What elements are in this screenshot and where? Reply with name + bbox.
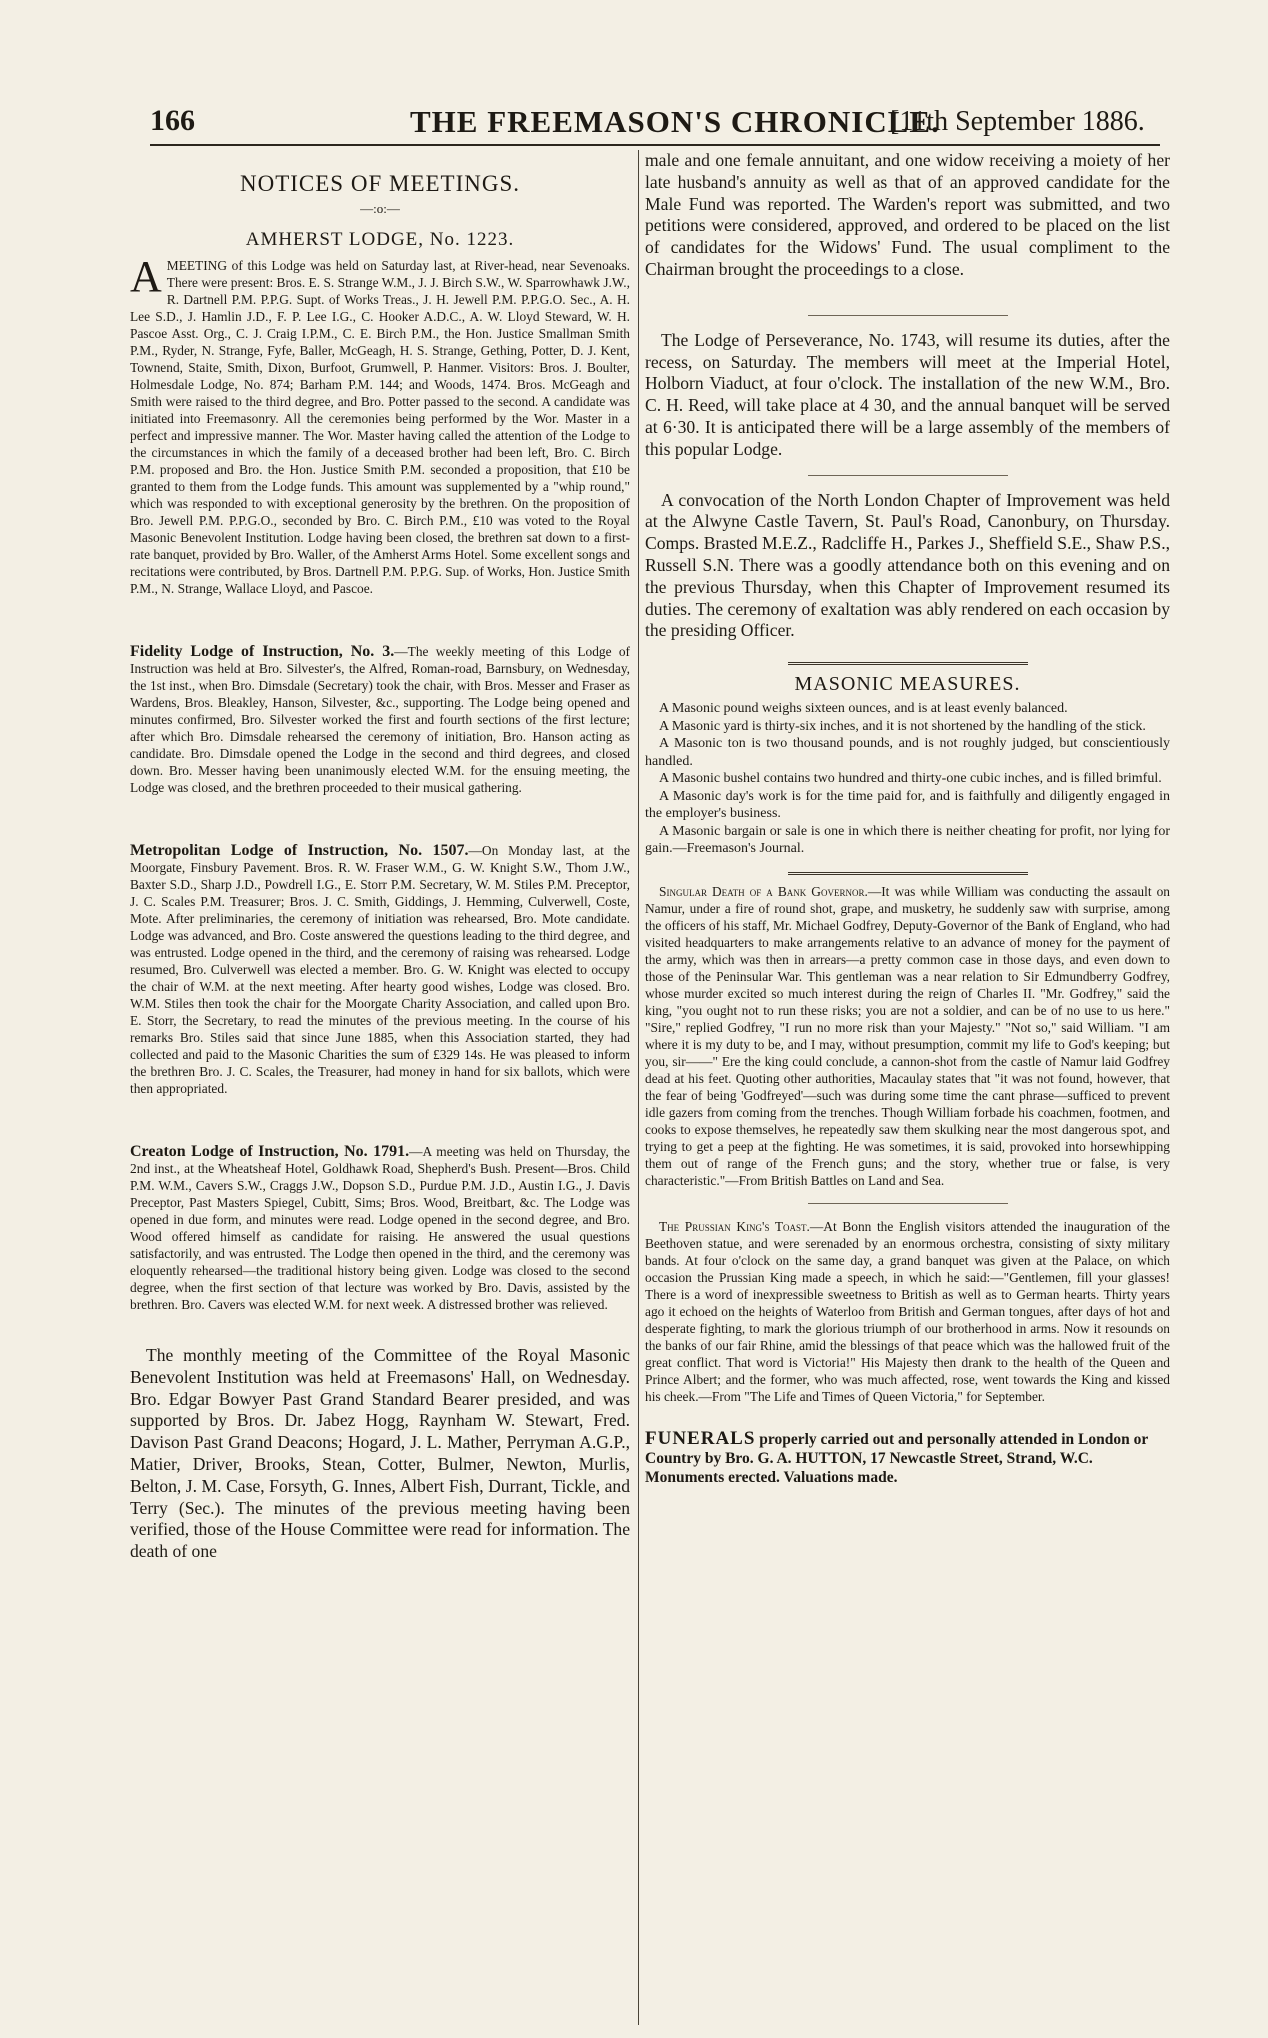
perseverance-lodge-notice: The Lodge of Perseverance, No. 1743, will resume its duties, after the recess, on Saturday. The members will meet at the Imperial Hotel, Holborn Viaduct, at four o'clock. The installation of the new W.M., Bro. C. H. Reed, will take place at 4 30, and the annual banquet will be served at 6·30. It is anticipated there will be a large assembly of the members of this popular Lodge. [645, 329, 1170, 459]
creaton-lodge-report [130, 1143, 630, 1313]
measure-item: A Masonic yard is thirty-six inches, and it is not shortened by the handling of the stick. [659, 718, 1146, 734]
notices-ornament: —:o:— [360, 201, 400, 216]
prussian-king-text: —At Bonn the English visitors attended the inauguration of the Beethoven statue, and were serenaded by an enormous orchestra, consisting of sixty military bands. At four o'clock on the same day, a grand banquet was given at the Palace, on which occasion the Prussian King made a speech, in which he said:—"Gentlemen, fill your glasses! There is a word of inexpressible sweetness to British as well as to German hearts. Thirty years ago it echoed on the heights of Waterloo from British and German tongues, after days of hot and desperate fighting, to mark the glorious triumph of our brotherhood in arms. Now it resounds on the banks of our fair Rhine, amid the blessings of that peace which was the hallowed fruit of the great conflict. That word is Victoria!" His Majesty then drank to the health of the Queen and Prince Albert; and the former, who was much affected, rose, went towards the King and kissed his cheek.—From "The Life and Times of Queen Victoria," for September. [645, 1218, 1170, 1404]
singular-death-heading: Singular Death of a Bank Governor. [659, 883, 868, 899]
page-header [150, 104, 1170, 144]
notices-title: NOTICES OF MEETINGS. [239, 171, 521, 196]
drop-cap: A [130, 252, 162, 301]
funerals-lead: FUNERALS [645, 1427, 756, 1449]
fidelity-lodge-report [130, 643, 630, 796]
measure-item: A Masonic bushel contains two hundred and thirty-one cubic inches, and is filled brimful. [659, 771, 1162, 787]
singular-death-article [645, 883, 1170, 1189]
double-rule [788, 662, 1028, 665]
amherst-lodge-text: MEETING of this Lodge was held on Saturday last, at River-head, near Sevenoaks. There were present: Bros. E. S. Strange W.M., J. J. Birch S.W., W. Sparrowhawk J.W., R. Dartnell P.M. P.P.G. Supt. of Works Treas., J. H. Jewell P.M. P.P.G.O. Sec., A. H. Lee S.D., J. Hamlin J.D., F. P. Lee I.G., C. Hooker A.D.C., A. W. Lloyd Steward, W. H. Pascoe Asst. Org., C. J. Craig I.P.M., C. E. Birch P.M., the Hon. Justice Smallman Smith P.M., Ryder, N. Strange, Fyfe, Baller, McGeagh, H. S. Strange, Gething, Potter, D. J. Kent, Townend, Staite, Smith, Dixon, Burfoot, Grumwell, P. Hanmer. Visitors: Bros. J. Boulter, Holmesdale Lodge, No. 874; Barham P.M. 144; and Woods, 1474. Bros. McGeagh and Smith were raised to the third degree, and Bro. Potter passed to the second. A candidate was initiated into Freemasonry. All the ceremonies being performed by the Wor. Master in a perfect and impressive manner. The Wor. Master having called the attention of the Lodge to the circumstances in which the family of a deceased brother had been left, Bro. C. Birch P.M. proposed and Bro. the Hon. Justice Smith P.M. seconded a proposition, that £10 be granted to them from the Lodge funds. This amount was supplemented by a "whip round," which was responded to with exceptional generosity by the brethren. On the proposition of Bro. Jewell P.M. P.P.G.O., seconded by Bro. C. Birch P.M., £10 was voted to the Royal Masonic Benevolent Institution. Lodge having been closed, the brethren sat down to a first-rate banquet, provided by Bro. Waller, of the Amherst Arms Hotel. Some excellent songs and recitations were contributed, by Bros. Dartnell P.M. P.P.G. Sup. of Works, Hon. Justice Smith P.M., N. Strange, Wallace Lloyd, and Pascoe. [130, 258, 630, 596]
divider-rule [808, 1203, 1008, 1204]
left-column [130, 165, 630, 2025]
divider-rule [808, 475, 1008, 476]
fidelity-lodge-text: —The weekly meeting of this Lodge of Instruction was held at Bro. Silvester's, the Alfred, Roman-road, Barnsbury, on Wednesday, the 1st inst., when Bro. Dimsdale (Secretary) took the chair, with Bros. Messer and Fraser as Wardens, Bros. Bleakley, Hanson, Silvester, &c., supporting. The Lodge being opened and minutes confirmed, Bro. Silvester worked the first and fourth sections of the first lecture; after which Bro. Dimsdale rehearsed the ceremony of initiation, Bro. Hanson acting as candidate. Bro. Dimsdale opened the Lodge in the second and third degrees, and closed down. Bro. Messer having been unanimously elected W.M. for the ensuing meeting, the Lodge was closed, and the brethren proceeded to their musical gathering. [130, 644, 630, 795]
metropolitan-lodge-report [130, 842, 630, 1097]
measure-item: A Masonic ton is two thousand pounds, and is not roughly judged, but conscientiously handled. [645, 736, 1170, 769]
issue-date: [11th September 1886. [890, 106, 1145, 137]
north-london-chapter-notice: A convocation of the North London Chapter of Improvement was held at the Alwyne Castle Tavern, St. Paul's Road, Canonbury, on Thursday. Comps. Brasted M.E.Z., Radcliffe H., Parkes J., Sheffield S.E., Shaw P.S., Russell S.N. There was a goodly attendance both on this evening and on the previous Thursday, when this Chapter of Improvement resumed its duties. The ceremony of exaltation was ably rendered on each occasion by the presiding Officer. [645, 489, 1170, 641]
metropolitan-lodge-heading: Metropolitan Lodge of Instruction, No. 1507. [130, 842, 469, 859]
measure-item: A Masonic day's work is for the time paid for, and is faithfully and diligently engaged in the employer's business. [645, 788, 1170, 822]
amherst-lodge-report [130, 252, 630, 597]
right-column [645, 150, 1170, 2025]
singular-death-text: —It was while William was conducting the assault on Namur, under a fire of round shot, grape, and musketry, he suddenly saw with surprise, among the officers of his staff, Mr. Michael Godfrey, Deputy-Governor of the Bank of England, who had visited headquarters to make arrangements relative to an advance of money for the payment of the army, which was then in arrears—a pretty common case in those days, and even down to those of the Peninsular War. This gentleman was a near relation to Sir Edmundberry Godfrey, whose murder excited so much interest during the reign of Charles II. "Mr. Godfrey," said the king, "you ought not to run these risks; you are not a soldier, and can be of no use to us here." "Sire," replied Godfrey, "I run no more risk than your Majesty." "Not so," said William. "I am where it is my duty to be, and I may, without presumption, commit my life to God's keeping; but you, sir——" Ere the king could conclude, a cannon-shot from the castle of Namur laid Godfrey dead at his feet. Quoting other authorities, Macaulay states that "it was not found, however, that the fear of being 'Godfreyed'—such was during some time the cant phrase—sufficed to prevent idle gazers from coming from the trenches. Though William forbade his coachmen, footmen, and cooks to expose themselves, he repeatedly saw them skulking near the most dangerous spot, and trying to get a peep at the fighting. He was sometimes, it is said, provoked into horsewhipping them out of range of the French guns; and the story, whether true or false, is very characteristic."—From British Battles on Land and Sea. [645, 883, 1170, 1188]
committee-continued-text: male and one female annuitant, and one widow receiving a moiety of her late husband's annuity as well as that of an approved candidate for the Male Fund was reported. The Warden's report was submitted, and two petitions were considered, approved, and ordered to be placed on the list of candidates for the Widows' Fund. The usual compliment to the Chairman brought the proceedings to a close. [645, 150, 1170, 279]
amherst-lodge-title: AMHERST LODGE, No. 1223. [245, 229, 515, 250]
double-rule [788, 872, 1028, 875]
prussian-king-article [645, 1218, 1170, 1405]
column-divider [638, 150, 639, 2025]
fidelity-lodge-heading: Fidelity Lodge of Instruction, No. 3. [130, 643, 395, 660]
funerals-text: properly carried out and personally attended in London or Country by Bro. G. A. HUTTON, 17 Newcastle Street, Strand, W.C. Monuments erected. Valuations made. [645, 1430, 1148, 1486]
prussian-king-heading: The Prussian King's Toast. [659, 1218, 810, 1234]
measure-item: A Masonic pound weighs sixteen ounces, and is at least evenly balanced. [659, 701, 1068, 717]
metropolitan-lodge-text: —On Monday last, at the Moorgate, Finsbury Pavement. Bros. R. W. Fraser W.M., G. W. Knight S.W., Thom J.W., Baxter S.D., Sharp J.D., Powdrell I.G., E. Storr P.M. Secretary, W. M. Stiles P.M. Preceptor, J. C. Scales P.M. Treasurer; Bros. J. C. Smith, Giddings, J. Hemming, Culverwell, Coste, Mote. After preliminaries, the ceremony of initiation was rehearsed, Bro. Mote candidate. Lodge was advanced, and Bro. Coste answered the questions leading to the third degree, and was entrusted. Lodge opened in the third, and the ceremony of raising was rehearsed. Lodge resumed, Bro. Culverwell was elected a member. Bro. G. W. Knight was elected to occupy the chair of W.M. at the next meeting. After hearty good wishes, Lodge was closed. Bro. W.M. Stiles then took the chair for the Moorgate Charity Association, and called upon Bro. E. Storr, the Secretary, to read the minutes of the previous meeting. In the course of his remarks Bro. Stiles said that since June 1885, when this Association started, they had collected and paid to the Masonic Charities the sum of £329 14s. He was pleased to inform the brethren Bro. J. C. Scales, the Treasurer, had money in hand for six ballots, which were then appropriated. [130, 843, 630, 1096]
creaton-lodge-heading: Creaton Lodge of Instruction, No. 1791. [130, 1143, 410, 1160]
masonic-measures-title: MASONIC MEASURES. [794, 673, 1021, 696]
page-number: 166 [150, 104, 195, 137]
committee-meeting-report: The monthly meeting of the Committee of the Royal Masonic Benevolent Institution was held at Freemasons' Hall, on Wednesday. Bro. Edgar Bowyer Past Grand Standard Bearer presided, and was supported by Bros. Dr. Jabez Hogg, Raynham W. Stewart, Fred. Davison Past Grand Deacons; Hogard, J. L. Mather, Perryman A.G.P., Matier, Driver, Brooks, Stean, Cotter, Bulmer, Newton, Murlis, Belton, J. M. Case, Forsyth, G. Innes, Albert Fish, Durrant, Tickle, and Terry (Sec.). The minutes of the previous meeting having been verified, those of the House Committee were read for information. The death of one [130, 1345, 630, 1562]
header-rule [150, 144, 1160, 146]
masthead: THE FREEMASON'S CHRONICLE. [410, 104, 940, 139]
divider-rule [808, 315, 1008, 316]
creaton-lodge-text: —A meeting was held on Thursday, the 2nd inst., at the Wheatsheaf Hotel, Goldhawk Road, Shepherd's Bush. Present—Bros. Child P.M. W.M., Cavers S.W., Craggs J.W., Dopson S.D., Purdue P.M. J.D., Austin I.G., J. Davis Preceptor, Past Masters Spiegel, Cubitt, Sims; Bros. Wood, Breitbart, &c. The Lodge was opened in due form, and minutes were read. Lodge opened in the second degree, and Bro. Wood offered himself as candidate for raising. He answered the usual questions satisfactorily, and was entrusted. The Lodge then opened in the third, and the ceremony was eloquently rehearsed—the traditional history being given. Lodge was closed to the second degree, when the first section of that lecture was worked by Bro. Davis, assisted by the brethren. Bro. Cavers was elected W.M. for next week. A distressed brother was relieved. [130, 1144, 630, 1312]
funerals-advertisement [645, 1429, 1170, 1487]
measure-item: A Masonic bargain or sale is one in which there is neither cheating for profit, nor lying for gain.—Freemason's Journal. [645, 823, 1170, 857]
